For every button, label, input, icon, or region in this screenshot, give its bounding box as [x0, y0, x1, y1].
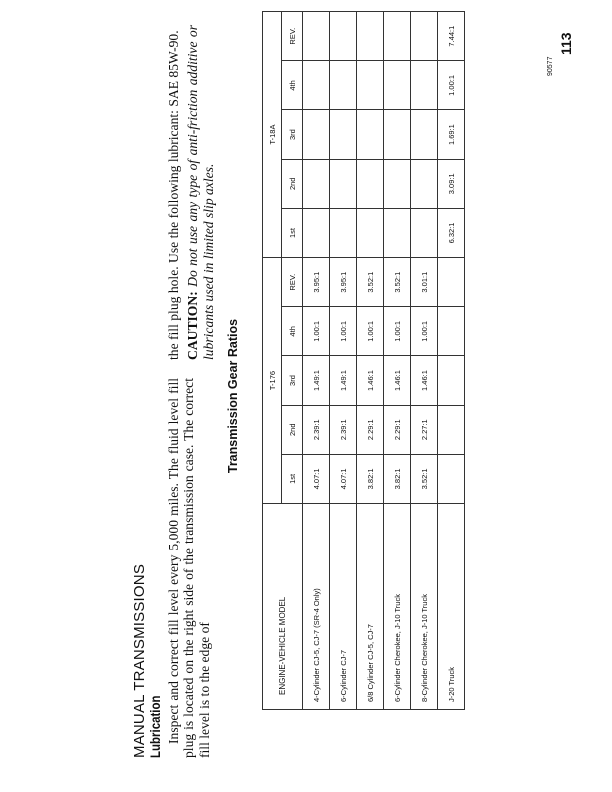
t176-ratio-cell: [438, 454, 465, 503]
t18a-ratio-cell: [384, 110, 411, 159]
page-number: 113: [558, 32, 574, 55]
t176-ratio-cell: 3.95:1: [330, 258, 357, 307]
t176-gear-header: 3rd: [282, 356, 303, 405]
t176-ratio-cell: 1.00:1: [384, 307, 411, 356]
model-cell: J-20 Truck: [438, 504, 465, 710]
table-title: Transmission Gear Ratios: [226, 318, 240, 474]
t18a-ratio-cell: [330, 61, 357, 110]
t18a-ratio-cell: [384, 12, 411, 61]
t18a-ratio-cell: [330, 110, 357, 159]
t18a-ratio-cell: [303, 159, 330, 208]
t176-ratio-cell: 1.49:1: [330, 356, 357, 405]
t18a-gear-header: 2nd: [282, 159, 303, 208]
t176-ratio-cell: 2.39:1: [330, 405, 357, 454]
t176-ratio-cell: 4.07:1: [330, 454, 357, 503]
t18a-ratio-cell: 7.44:1: [438, 12, 465, 61]
t176-ratio-cell: [438, 307, 465, 356]
model-cell: 4-Cylinder CJ-5, CJ-7 (SR-4 Only): [303, 504, 330, 710]
t18a-ratio-cell: [303, 208, 330, 257]
t176-gear-header: 2nd: [282, 405, 303, 454]
t18a-ratio-cell: 1.69:1: [438, 110, 465, 159]
table-row: [384, 12, 411, 710]
t176-ratio-cell: 1.46:1: [384, 356, 411, 405]
t18a-ratio-cell: [411, 208, 438, 257]
model-cell: 6-Cylinder Cherokee, J-10 Truck: [384, 504, 411, 710]
t18a-ratio-cell: [330, 12, 357, 61]
t176-ratio-cell: 2.29:1: [357, 405, 384, 454]
t176-ratio-cell: 3.52:1: [357, 258, 384, 307]
figure-number: 90577: [547, 56, 554, 76]
t176-ratio-cell: 1.00:1: [330, 307, 357, 356]
caution-paragraph: [185, 25, 216, 360]
t18a-ratio-cell: [357, 110, 384, 159]
gear-ratio-table-wrapper: [262, 11, 465, 710]
table-row: [330, 12, 357, 710]
section-title: MANUAL TRANSMISSIONS: [131, 563, 148, 758]
caution-text: Do not use any type of anti-friction additive or lubricants used in limited slip axles.: [185, 25, 216, 360]
t18a-ratio-cell: [411, 159, 438, 208]
t176-ratio-cell: 1.00:1: [411, 307, 438, 356]
t176-ratio-cell: 3.82:1: [357, 454, 384, 503]
t18a-ratio-cell: [330, 208, 357, 257]
t18a-gear-header: 1st: [282, 208, 303, 257]
table-row: [438, 12, 465, 710]
t176-ratio-cell: 3.01:1: [411, 258, 438, 307]
t18a-ratio-cell: [303, 12, 330, 61]
t176-gear-header: REV.: [282, 258, 303, 307]
caution-label: CAUTION:: [185, 291, 201, 360]
t18a-ratio-cell: [411, 61, 438, 110]
t176-ratio-cell: 2.29:1: [384, 405, 411, 454]
t176-ratio-cell: [438, 356, 465, 405]
t18a-gear-header: 4th: [282, 61, 303, 110]
t176-ratio-cell: [438, 258, 465, 307]
t18a-ratio-cell: [384, 208, 411, 257]
t18a-gear-header: REV.: [282, 12, 303, 61]
t176-ratio-cell: 1.00:1: [357, 307, 384, 356]
t18a-ratio-cell: 3.09:1: [438, 159, 465, 208]
model-cell: 6/8 Cylinder CJ-5, CJ-7: [357, 504, 384, 710]
model-cell: 8-Cylinder Cherokee, J-10 Truck: [411, 504, 438, 710]
table-body: [303, 12, 465, 710]
t176-ratio-cell: 1.46:1: [411, 356, 438, 405]
t176-ratio-cell: 3.82:1: [384, 454, 411, 503]
t18a-ratio-cell: [357, 61, 384, 110]
body-paragraph-right: the fill plug hole. Use the following lubricant: SAE 85W-90.: [166, 30, 181, 360]
t18a-ratio-cell: [330, 159, 357, 208]
t18a-ratio-cell: [303, 110, 330, 159]
t18a-ratio-cell: 6.32:1: [438, 208, 465, 257]
body-column-right: [166, 25, 220, 360]
t176-ratio-cell: 3.52:1: [384, 258, 411, 307]
t176-gear-header: 4th: [282, 307, 303, 356]
t176-ratio-cell: 1.00:1: [303, 307, 330, 356]
t176-group-header: T-176: [263, 258, 282, 504]
model-cell: 6-Cylinder CJ-7: [330, 504, 357, 710]
t18a-gear-header: 3rd: [282, 110, 303, 159]
t18a-ratio-cell: [357, 208, 384, 257]
table-row: [411, 12, 438, 710]
body-column-left: [166, 378, 212, 758]
t176-ratio-cell: [438, 405, 465, 454]
t18a-ratio-cell: [303, 61, 330, 110]
model-column-header: ENGINE-VEHICLE MODEL: [263, 504, 303, 710]
t18a-ratio-cell: [384, 159, 411, 208]
body-paragraph-left: Inspect and correct fill level every 5,000 miles. The fluid level fill plug is located on the right side of the transmission case. The correct fill level is to the edge of: [166, 378, 212, 758]
t18a-ratio-cell: [384, 61, 411, 110]
sub-title: Lubrication: [147, 695, 163, 758]
t176-ratio-cell: 3.52:1: [411, 454, 438, 503]
t18a-ratio-cell: [357, 12, 384, 61]
t176-ratio-cell: 3.95:1: [303, 258, 330, 307]
t18a-ratio-cell: 1.00:1: [438, 61, 465, 110]
t176-ratio-cell: 2.39:1: [303, 405, 330, 454]
table-row: [303, 12, 330, 710]
t18a-ratio-cell: [411, 12, 438, 61]
t18a-ratio-cell: [357, 159, 384, 208]
t18a-ratio-cell: [411, 110, 438, 159]
t176-ratio-cell: 4.07:1: [303, 454, 330, 503]
t176-ratio-cell: 1.46:1: [357, 356, 384, 405]
t176-ratio-cell: 2.27:1: [411, 405, 438, 454]
t176-ratio-cell: 1.49:1: [303, 356, 330, 405]
t18a-group-header: T-18A: [263, 12, 282, 258]
table-row: [357, 12, 384, 710]
t176-gear-header: 1st: [282, 454, 303, 503]
gear-ratio-table: [262, 11, 465, 710]
